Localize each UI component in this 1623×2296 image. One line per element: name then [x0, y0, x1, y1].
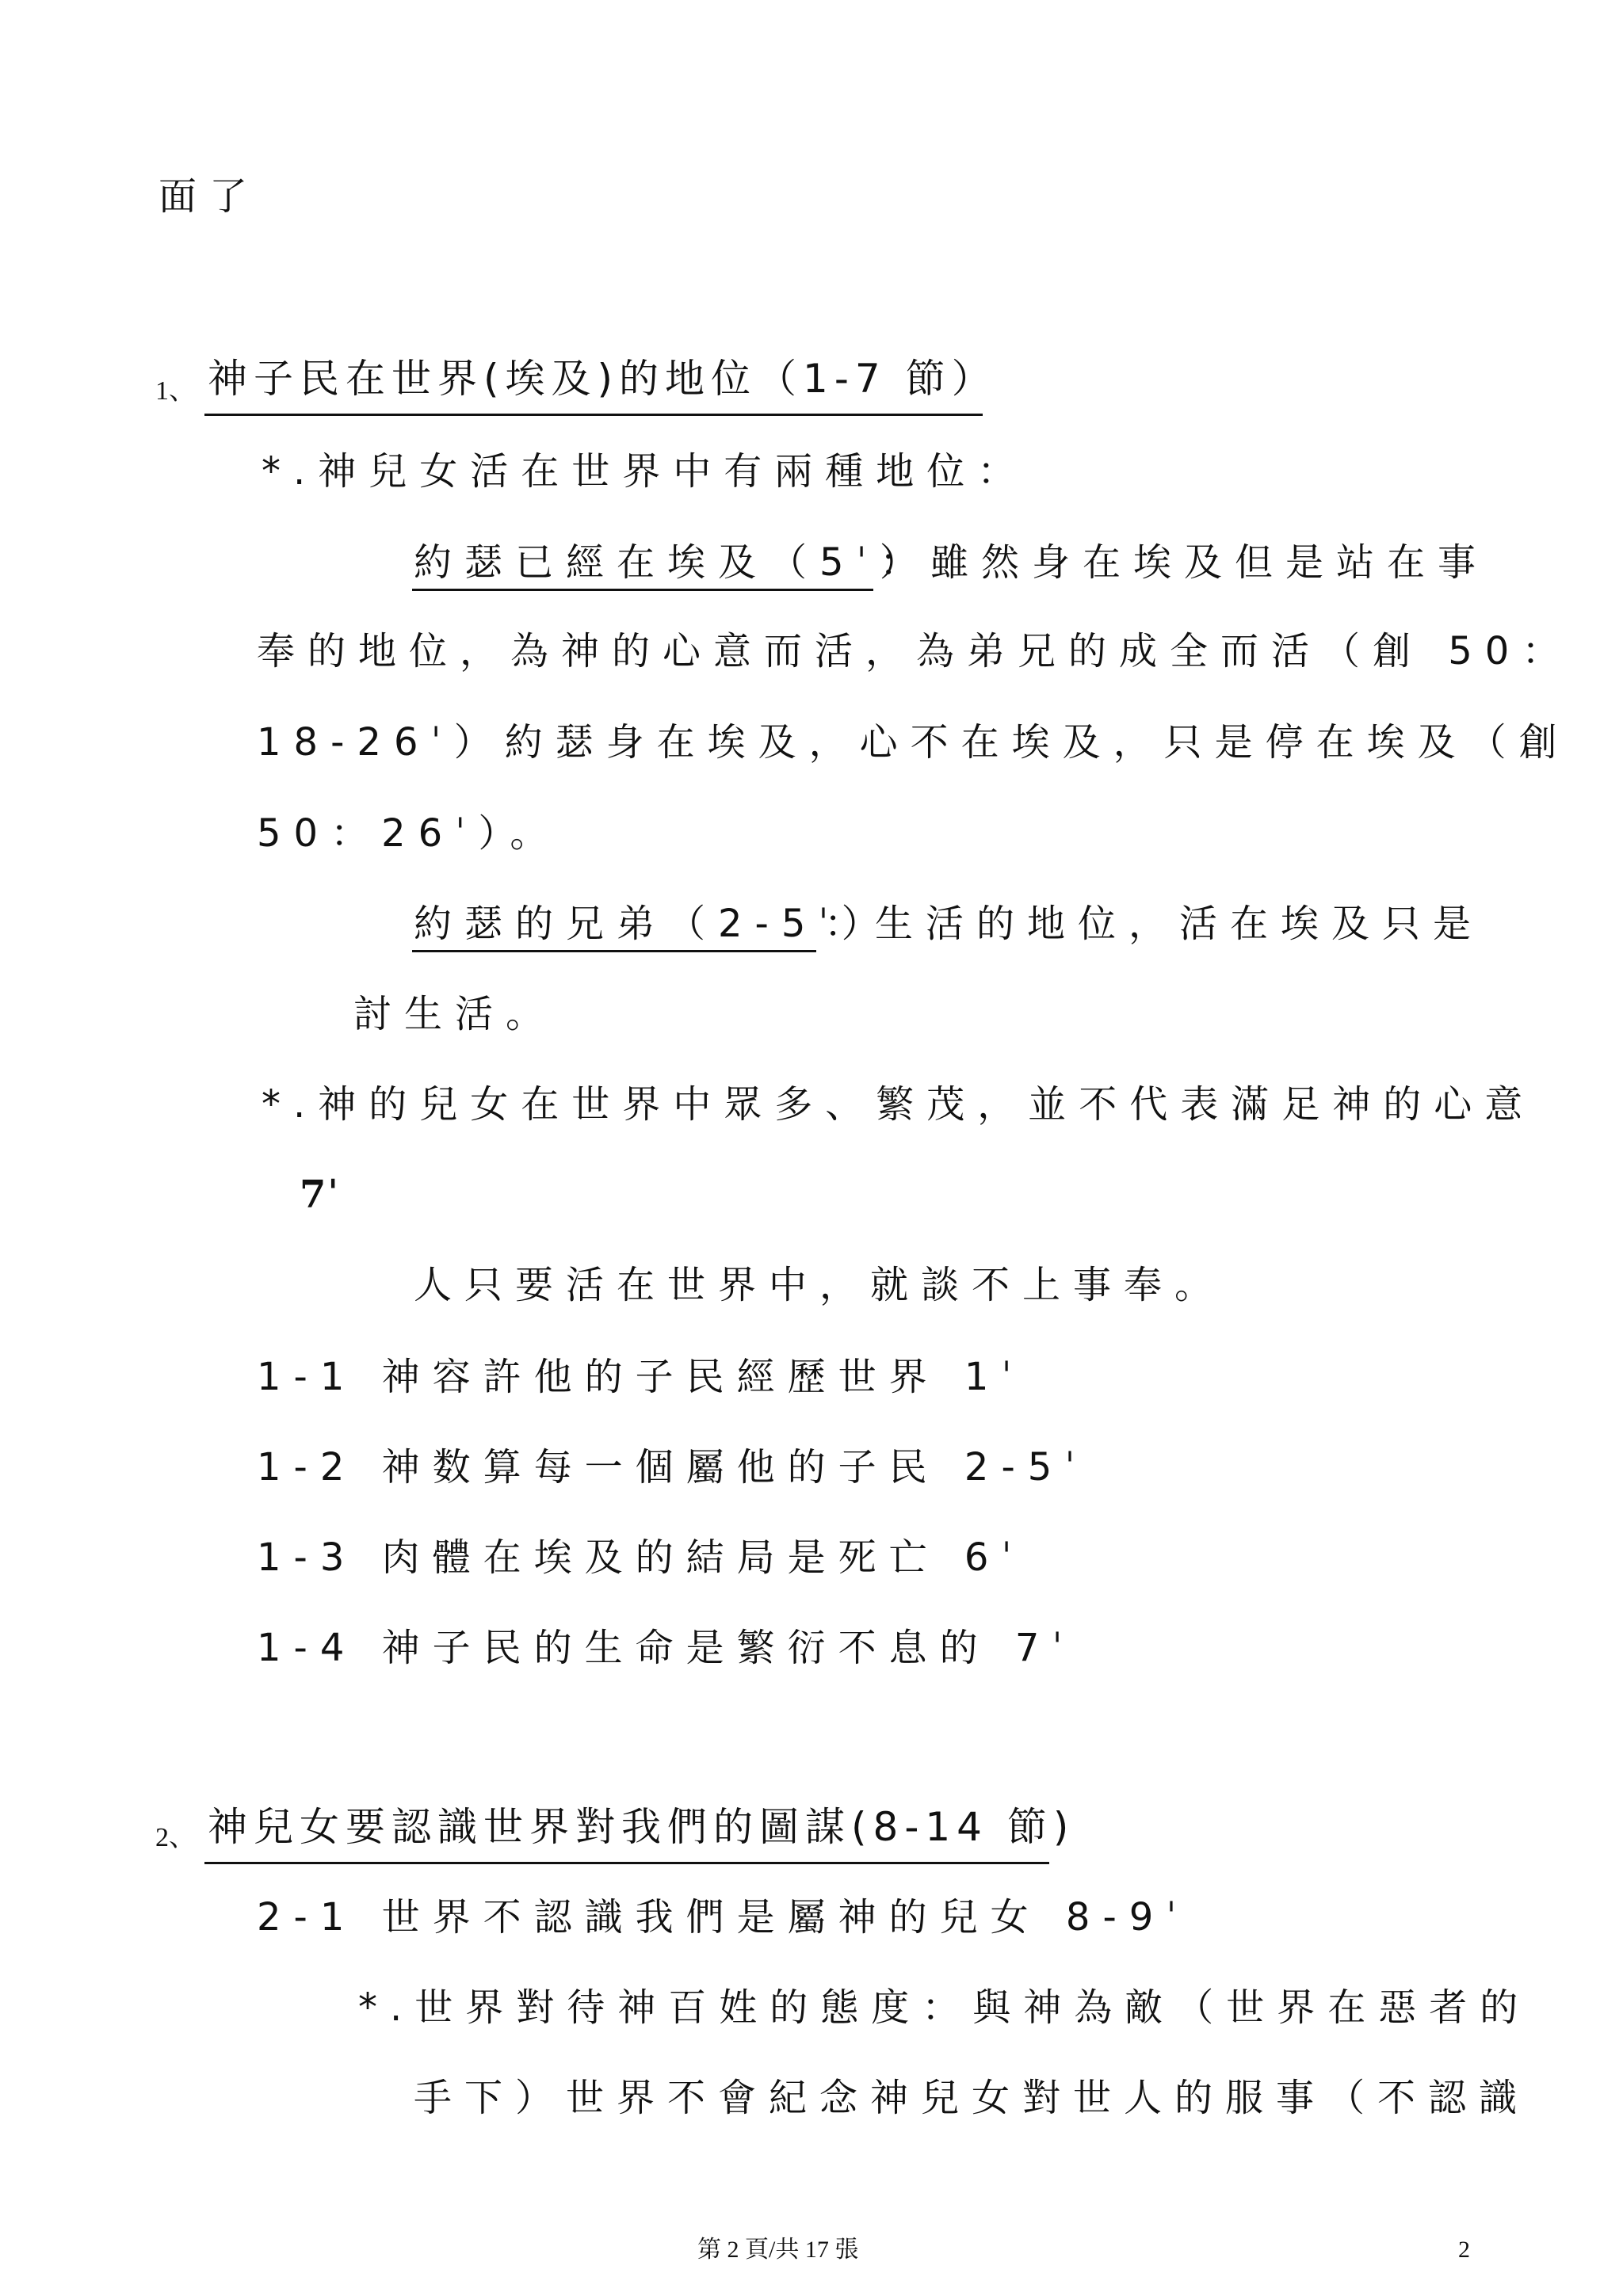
- heading-number: 1、: [155, 376, 196, 406]
- text-line: *.世界對待神百姓的態度：與神為敵（世界在惡者的: [358, 1985, 1531, 2030]
- section-heading: 神兒女要認識世界對我們的圖謀(8-14 節): [208, 1804, 1075, 1850]
- text-line: ：雖然身在埃及但是站在事: [880, 540, 1489, 585]
- phrase-underline: [412, 950, 816, 952]
- page-info: 第 2 頁/共 17 張: [697, 2237, 859, 2263]
- list-item: 1-4 神子民的生命是繁衍不息的 7ˈ: [257, 1626, 1075, 1670]
- heading-underline: [204, 414, 983, 416]
- text-line: 面了: [158, 174, 261, 219]
- underlined-phrase: 約瑟已經在埃及（5ˈ）: [414, 540, 930, 585]
- text-line: 7ˈ: [300, 1173, 340, 1217]
- text-line: *.神兒女活在世界中有兩種地位：: [262, 449, 1029, 494]
- page-number: 2: [1458, 2237, 1470, 2263]
- text-line: 討生活。: [353, 992, 557, 1036]
- section-heading: 神子民在世界(埃及)的地位（1-7 節）: [208, 356, 998, 402]
- text-line: 奉的地位，為神的心意而活，為弟兄的成全而活（創 50：: [257, 629, 1573, 673]
- text-line: 18-26ˈ）約瑟身在埃及，心不在埃及，只是停在埃及（創: [257, 720, 1570, 765]
- phrase-underline: [412, 589, 873, 591]
- text-line: 手下）世界不會紀念神兒女對世人的服事（不認識: [414, 2076, 1530, 2120]
- heading-number: 2、: [155, 1823, 196, 1852]
- list-item: 1-1 神容許他的子民經歷世界 1ˈ: [257, 1355, 1025, 1399]
- list-item: 2-1 世界不認識我們是屬神的兒女 8-9ˈ: [257, 1895, 1190, 1939]
- underlined-phrase: 約瑟的兄弟（2-5ˈ）: [414, 902, 892, 946]
- text-line: *.神的兒女在世界中眾多、繁茂，並不代表滿足神的心意: [262, 1082, 1536, 1127]
- heading-underline: [204, 1862, 1049, 1864]
- text-line: 50：26ˈ）。: [257, 811, 561, 856]
- list-item: 1-3 肉體在埃及的結局是死亡 6ˈ: [257, 1535, 1025, 1580]
- list-item: 1-2 神数算每一個屬他的子民 2-5ˈ: [257, 1445, 1088, 1489]
- text-line: ：生活的地位，活在埃及只是: [824, 902, 1484, 946]
- text-line: 人只要活在世界中，就談不上事奉。: [414, 1263, 1226, 1307]
